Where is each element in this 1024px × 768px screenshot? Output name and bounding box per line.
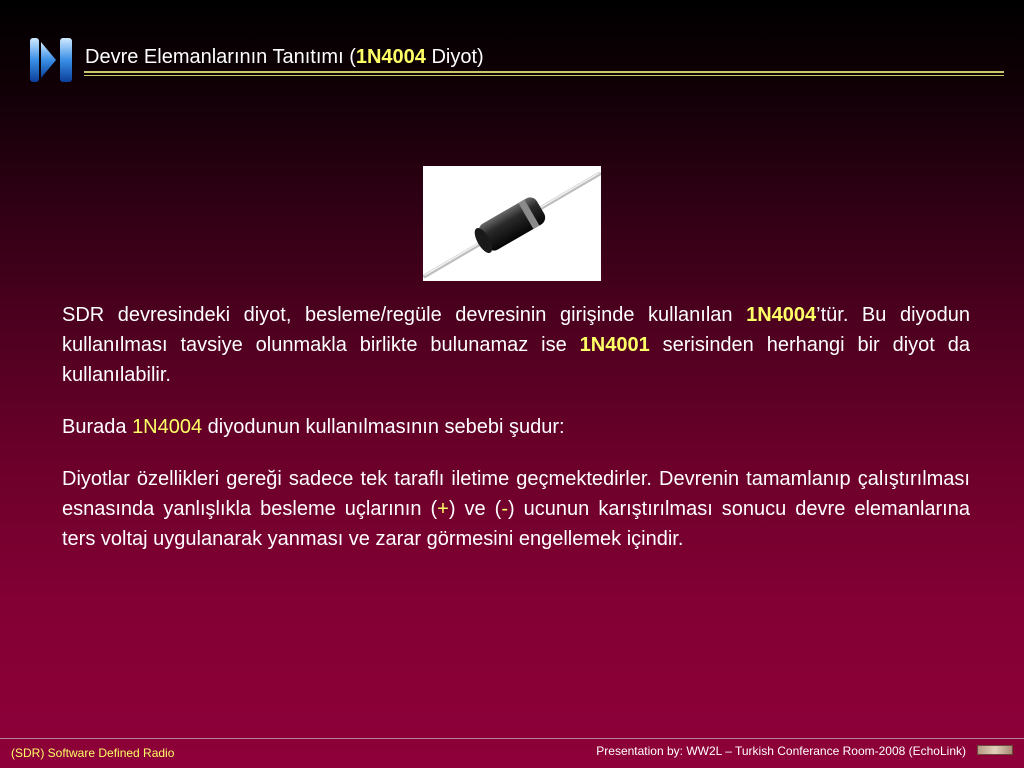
paragraph-2: Burada 1N4004 diyodunun kullanılmasının sebebi şudur: (62, 416, 565, 438)
part-number-1n4004: 1N4004 (746, 304, 817, 326)
part-number-1n4001: 1N4001 (579, 334, 650, 356)
footer-left-text: (SDR) Software Defined Radio (11, 746, 175, 760)
navigation-logo-icon[interactable] (30, 36, 74, 84)
title-part-number: 1N4004 (355, 46, 426, 68)
paragraph-3: Diyotlar özellikleri gereği sadece tek taraflı iletime geçmektedirler. Devrenin tamamlanıp çalıştırılması esnasında yanlışlıkla besleme uçlarının (+) ve (-) ucunun karıştırılması sonucu devre elemanlarına ters voltaj uygulanarak yanması ve zarar görmesini engellemek içindir. (62, 468, 970, 550)
diode-photo (423, 166, 601, 281)
footer-right-text: Presentation by: WW2L – Turkish Conferance Room-2008 (EchoLink) (596, 744, 966, 758)
footer-divider (0, 738, 1024, 739)
footer-nav-icon[interactable] (977, 745, 1013, 755)
slide-title: Devre Elemanlarının Tanıtımı (1N4004 Diyot) (85, 46, 484, 68)
paragraph-1: SDR devresindeki diyot, besleme/regüle devresinin girişinde kullanılan 1N4004’tür. Bu diyodun kullanılması tavsiye olunmakla birlikte bulunamaz ise 1N4001 serisinden herhangi bir diyot da kullanılabilir. (62, 304, 971, 386)
plus-sign: + (437, 498, 449, 520)
diode-image (423, 166, 601, 281)
slide-body (62, 300, 970, 576)
minus-sign: - (501, 498, 508, 520)
part-number-1n4004-inline: 1N4004 (132, 416, 203, 438)
title-underline (84, 71, 1004, 76)
